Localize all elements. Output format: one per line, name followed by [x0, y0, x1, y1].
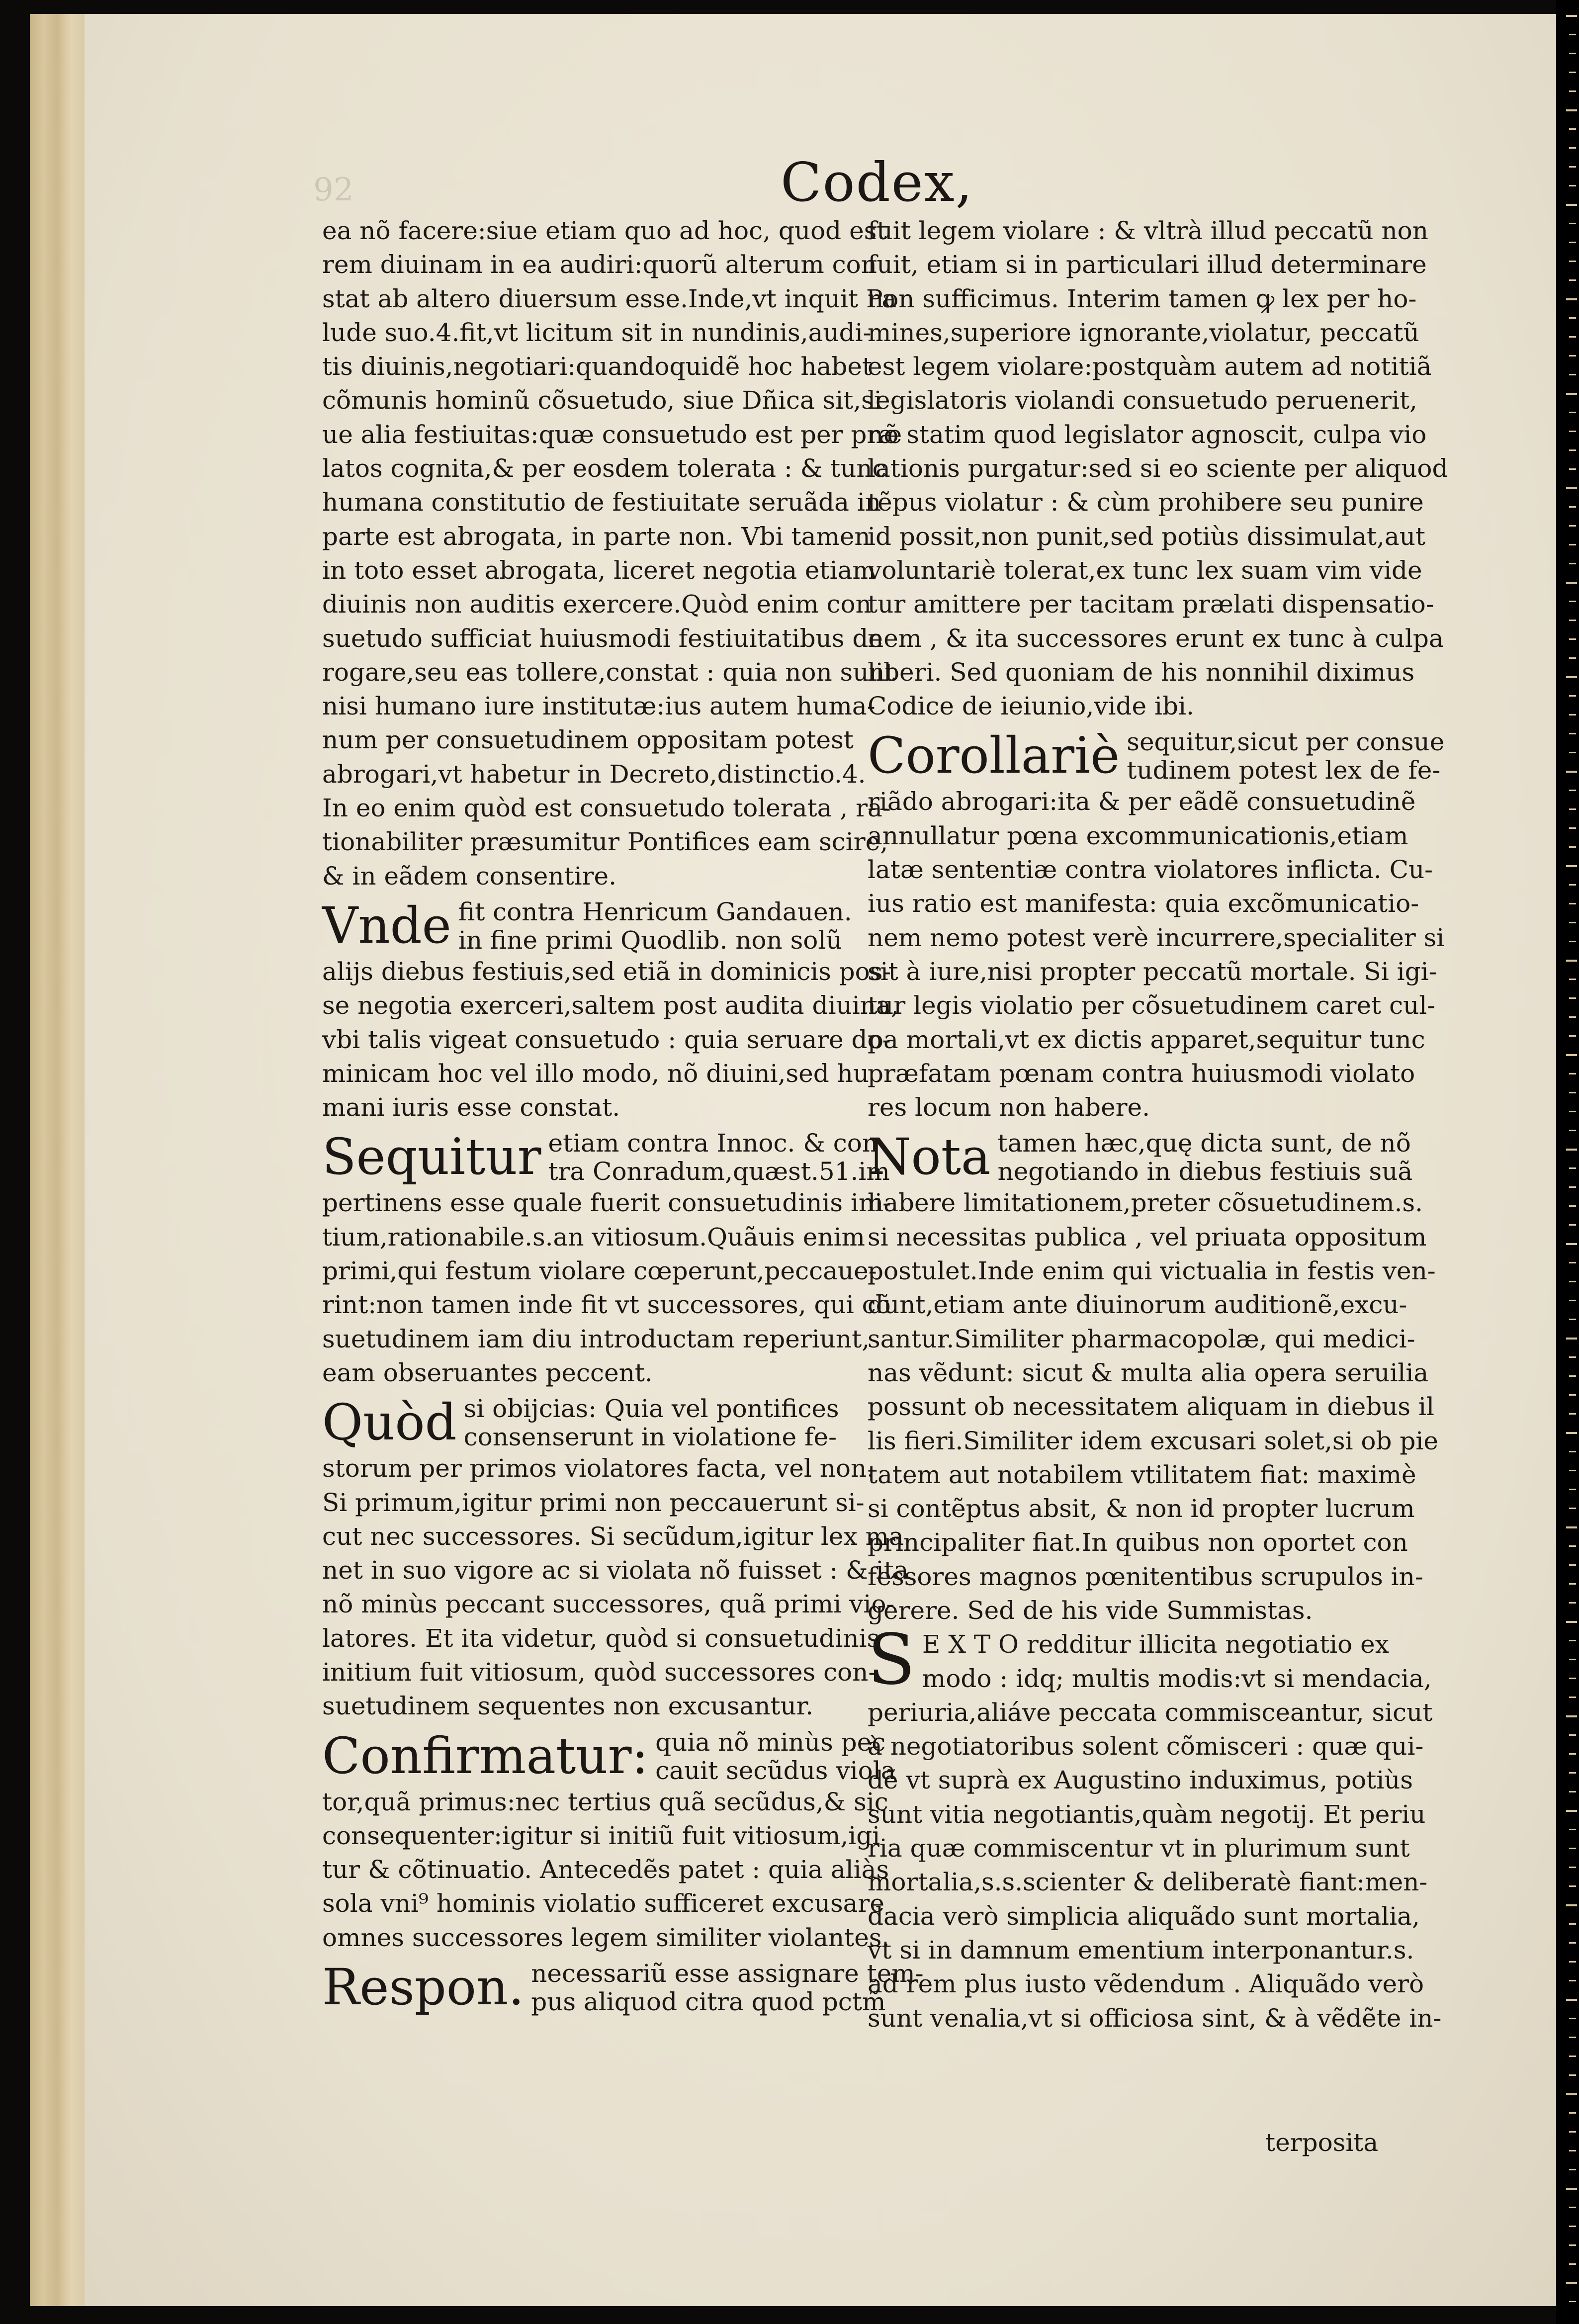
text-line: legislatoris violandi consuetudo peruenerit, [868, 386, 1417, 415]
text-line: dẽ vt suprà ex Augustino induximus, potiùs [868, 1766, 1413, 1795]
text-line: gerere. Sed de his vide Summistas. [868, 1596, 1313, 1625]
text-line: nõ statim quod legislator agnoscit, culpa vio [868, 420, 1427, 449]
text-line: annullatur pœna excommunicationis,etiam [868, 821, 1408, 850]
text-line: est legem violare:postquàm autem ad notitiã [868, 352, 1432, 381]
text-line: Si primum,igitur primi non peccauerunt si- [322, 1488, 865, 1517]
section-initial-word: Vnde [322, 896, 451, 955]
text-line: rem diuinam in ea audiri:quorũ alterum con [322, 250, 877, 279]
text-line: tẽpus violatur : & cùm prohibere seu punire [868, 488, 1424, 517]
text-line: si necessitas publica , vel priuata oppositum [868, 1222, 1427, 1251]
text-line: modo : idq; multis modis:vt si mendacia, [922, 1664, 1432, 1693]
section-initial-word: Sequitur [322, 1128, 541, 1186]
text-line: rint:non tamen inde fit vt successores, qui cõ [322, 1290, 891, 1320]
sequitur-body [322, 1186, 891, 1390]
text-line: fessores magnos pœnitentibus scrupulos in- [868, 1562, 1423, 1591]
text-line: nisi humano iure institutæ:ius autem huma- [322, 692, 876, 721]
text-line: cõmunis hominũ cõsuetudo, siue Dñica sit,si [322, 386, 882, 415]
text-line: sequitur,sicut per consue [1127, 727, 1445, 757]
text-line: in fine primi Quodlib. non solũ [458, 925, 842, 955]
quod-body [322, 1451, 909, 1723]
text-line: postulet.Inde enim qui victualia in festis ven- [868, 1256, 1436, 1286]
respon-section [322, 1958, 924, 2017]
text-line: tur & cõtinuatio. Antecedẽs patet : quia aliàs [322, 1855, 889, 1884]
text-line: fuit legem violare : & vltrà illud peccatũ non [868, 216, 1428, 245]
text-line: vbi talis vigeat consuetudo : quia seruare do- [322, 1025, 891, 1054]
corollarie-body [868, 785, 1445, 1124]
text-line: dunt,etiam ante diuinorum auditionẽ,excu- [868, 1290, 1407, 1320]
text-line: diuinis non auditis exercere.Quòd enim con [322, 590, 872, 619]
text-line: primi,qui festum violare cœperunt,peccaue- [322, 1256, 877, 1286]
text-line: pertinens esse quale fuerit consuetudinis ini- [322, 1188, 891, 1218]
text-line: liberi. Sed quoniam de his nonnihil diximus [868, 657, 1415, 687]
text-line: sit à iure,nisi propter peccatũ mortale. Si igi- [868, 957, 1437, 986]
text-line: mortalia,s.s.scienter & deliberatè fiant:men- [868, 1868, 1428, 1897]
text-line: periuria,aliáve peccata commisceantur, sicut [868, 1698, 1433, 1727]
text-line: cauit secũdus viola [655, 1756, 896, 1785]
text-line: ius ratio est manifesta: quia excõmunicatio- [868, 889, 1419, 918]
sequitur-section [322, 1128, 890, 1186]
folio-number: 92 [313, 172, 354, 208]
text-line: tis diuinis,negotiari:quandoquidẽ hoc habet [322, 352, 873, 381]
text-line: tur amittere per tacitam prælati dispensatio- [868, 590, 1434, 619]
text-line: sunt venalia,vt si officiosa sint, & à vẽdẽte in- [868, 2003, 1442, 2033]
text-line: eam obseruantes peccent. [322, 1358, 653, 1387]
text-line: storum per primos violatores facta, vel non. [322, 1454, 875, 1483]
text-line: suetudo sufficiat huiusmodi festiuitatibus de [322, 624, 883, 653]
text-line: habere limitationem,preter cõsuetudinem.s. [868, 1188, 1423, 1218]
text-line: sola vni⁹ hominis violatio sufficeret excusare [322, 1889, 884, 1918]
text-line: in toto esset abrogata, liceret negotia etiam [322, 555, 876, 585]
text-line: etiam contra Innoc. & con [548, 1129, 878, 1158]
text-line: minicam hoc vel illo modo, nõ diuini,sed hu [322, 1059, 870, 1088]
text-line: pa mortali,vt ex dictis apparet,sequitur tunc [868, 1025, 1425, 1054]
text-line: abrogari,vt habetur in Decreto,distinctio.4. [322, 759, 866, 789]
text-line: fuit, etiam si in particulari illud determinare [868, 250, 1427, 279]
drop-cap: S [868, 1619, 915, 1701]
text-line: ue alia festiuitas:quæ consuetudo est per præ [322, 420, 902, 449]
text-line: stat ab altero diuersum esse.Inde,vt inquit Pa [322, 284, 897, 313]
section-initial-word: Nota [868, 1128, 991, 1186]
right-paragraph-1 [868, 214, 1448, 723]
page-edge [30, 14, 85, 2306]
text-line: necessariũ esse assignare tem- [531, 1959, 924, 1988]
text-line: ria quæ commiscentur vt in plurimum sunt [868, 1834, 1410, 1863]
text-line: alijs diebus festiuis,sed etiã in dominicis pos- [322, 957, 891, 986]
text-line: lude suo.4.fit,vt licitum sit in nundinis,audi- [322, 318, 872, 347]
text-line: omnes successores legem similiter violantes. [322, 1923, 890, 1952]
text-line: præfatam pœnam contra huiusmodi violato [868, 1059, 1415, 1088]
catchword: terposita [1265, 2128, 1379, 2157]
right-column [868, 214, 1448, 2035]
text-line: non sufficimus. Interim tamen ꝙ lex per ho- [868, 284, 1417, 313]
text-line: fit contra Henricum Gandauen. [458, 897, 852, 926]
text-line: si contẽptus absit, & non id propter lucrum [868, 1494, 1415, 1523]
left-column [322, 214, 924, 2017]
text-line: E X T O redditur illicita negotiatio ex [922, 1630, 1389, 1659]
text-line: ad rem plus iusto vẽdendum . Aliquãdo verò [868, 1969, 1424, 1999]
text-line: nas vẽdunt: sicut & multa alia opera seruilia [868, 1358, 1429, 1387]
text-line: tatem aut notabilem vtilitatem fiat: maximè [868, 1460, 1416, 1489]
text-line: mani iuris esse constat. [322, 1093, 620, 1122]
scale-ruler [1556, 0, 1579, 2324]
text-line: vt si in damnum ementium interponantur.s. [868, 1935, 1414, 1965]
sexto-section [868, 1619, 1432, 1701]
text-line: mines,superiore ignorante,violatur, peccatũ [868, 318, 1419, 347]
text-line: nõ minùs peccant successores, quã primi vio- [322, 1590, 895, 1619]
text-line: net in suo vigore ac si violata nõ fuisset : & ita [322, 1556, 909, 1585]
text-line: tor,quã primus:nec tertius quã secũdus,& sic [322, 1787, 888, 1816]
section-initial-word: Confirmatur: [322, 1726, 649, 1785]
text-line: voluntariè tolerat,ex tunc lex suam vim vide [868, 555, 1422, 585]
text-line: latores. Et ita videtur, quòd si consuetudinis [322, 1623, 880, 1653]
quod-section [322, 1395, 839, 1451]
text-line: tudinem potest lex de fe- [1127, 756, 1441, 785]
text-line: num per consuetudinem oppositam potest [322, 725, 854, 755]
text-line: latæ sententiæ contra violatores inflicta. Cu- [868, 855, 1433, 885]
text-line: humana constitutio de festiuitate seruãda in [322, 488, 881, 517]
section-initial-word: Corollariè [868, 726, 1120, 785]
text-line: dacia verò simplicia aliquãdo sunt mortalia, [868, 1901, 1420, 1931]
text-line: nem nemo potest verè incurrere,specialiter si [868, 923, 1445, 952]
text-line: nem , & ita successores erunt ex tunc à culpa [868, 624, 1444, 653]
text-line: lis fieri.Similiter idem excusari solet,si ob pie [868, 1426, 1438, 1455]
text-line: tium,rationabile.s.an vitiosum.Quãuis enim [322, 1222, 865, 1251]
text-line: lationis purgatur:sed si eo sciente per aliquod [868, 454, 1448, 483]
section-initial-word: Quòd [322, 1393, 457, 1452]
text-line: principaliter fiat.In quibus non oportet con [868, 1528, 1408, 1557]
section-initial-word: Respon. [322, 1958, 525, 2017]
text-line: rogare,seu eas tollere,constat : quia non sunt [322, 657, 895, 687]
text-line: se negotia exerceri,saltem post audita diuina, [322, 991, 899, 1020]
text-line: tamen hæc,quę dicta sunt, de nõ [997, 1129, 1411, 1158]
text-line: consenserunt in violatione fe- [463, 1423, 837, 1452]
text-line: initium fuit vitiosum, quòd successores con- [322, 1657, 877, 1687]
text-line: Codice de ieiunio,vide ibi. [868, 692, 1194, 721]
corollarie-section [868, 726, 1445, 785]
text-line: possunt ob necessitatem aliquam in diebus il [868, 1392, 1434, 1422]
vnde-body [322, 955, 899, 1124]
nota-section [868, 1128, 1413, 1186]
text-line: tra Conradum,quæst.51.im [548, 1157, 890, 1186]
text-line: santur.Similiter pharmacopolæ, qui medici- [868, 1324, 1415, 1353]
nota-body [868, 1186, 1438, 1627]
text-line: & in eãdem consentire. [322, 861, 617, 891]
text-line: sunt vitia negotiantis,quàm negotij. Et periu [868, 1799, 1426, 1829]
text-line: id possit,non punit,sed potiùs dissimulat,aut [868, 522, 1425, 551]
text-line: ea nõ facere:siue etiam quo ad hoc, quod est [322, 216, 887, 245]
text-line: res locum non habere. [868, 1093, 1150, 1122]
text-line: consequenter:igitur si initiũ fuit vitiosum,igi [322, 1821, 880, 1850]
text-line: à negotiatoribus solent cõmisceri : quæ qui- [868, 1732, 1424, 1761]
text-line: negotiando in diebus festiuis suã [997, 1157, 1413, 1186]
text-line: tionabiliter præsumitur Pontifices eam scire, [322, 827, 888, 857]
text-line: pus aliquod citra quod pctm̃ [531, 1987, 886, 2017]
vnde-section [322, 896, 852, 955]
text-line: suetudinem sequentes non excusantur. [322, 1692, 813, 1721]
text-line: cut nec successores. Si secũdum,igitur lex ma [322, 1521, 904, 1551]
sexto-body [868, 1696, 1442, 2035]
running-head: Codex, [781, 152, 973, 214]
confirmatur-section [322, 1726, 896, 1785]
left-paragraph-1 [322, 214, 902, 893]
text-line: si obijcias: Quia vel pontifices [463, 1394, 839, 1424]
text-line: suetudinem iam diu introductam reperiunt, [322, 1324, 870, 1353]
text-line: quia nõ minùs pec [655, 1727, 886, 1757]
text-line: riãdo abrogari:ita & per eãdẽ consuetudinẽ [868, 787, 1416, 816]
text-line: In eo enim quòd est consuetudo tolerata , ra- [322, 794, 891, 823]
text-line: tur legis violatio per cõsuetudinem caret cul- [868, 991, 1436, 1020]
text-line: parte est abrogata, in parte non. Vbi tamen [322, 522, 871, 551]
text-line: latos cognita,& per eosdem tolerata : & tunc [322, 454, 886, 483]
confirmatur-body [322, 1785, 890, 1955]
